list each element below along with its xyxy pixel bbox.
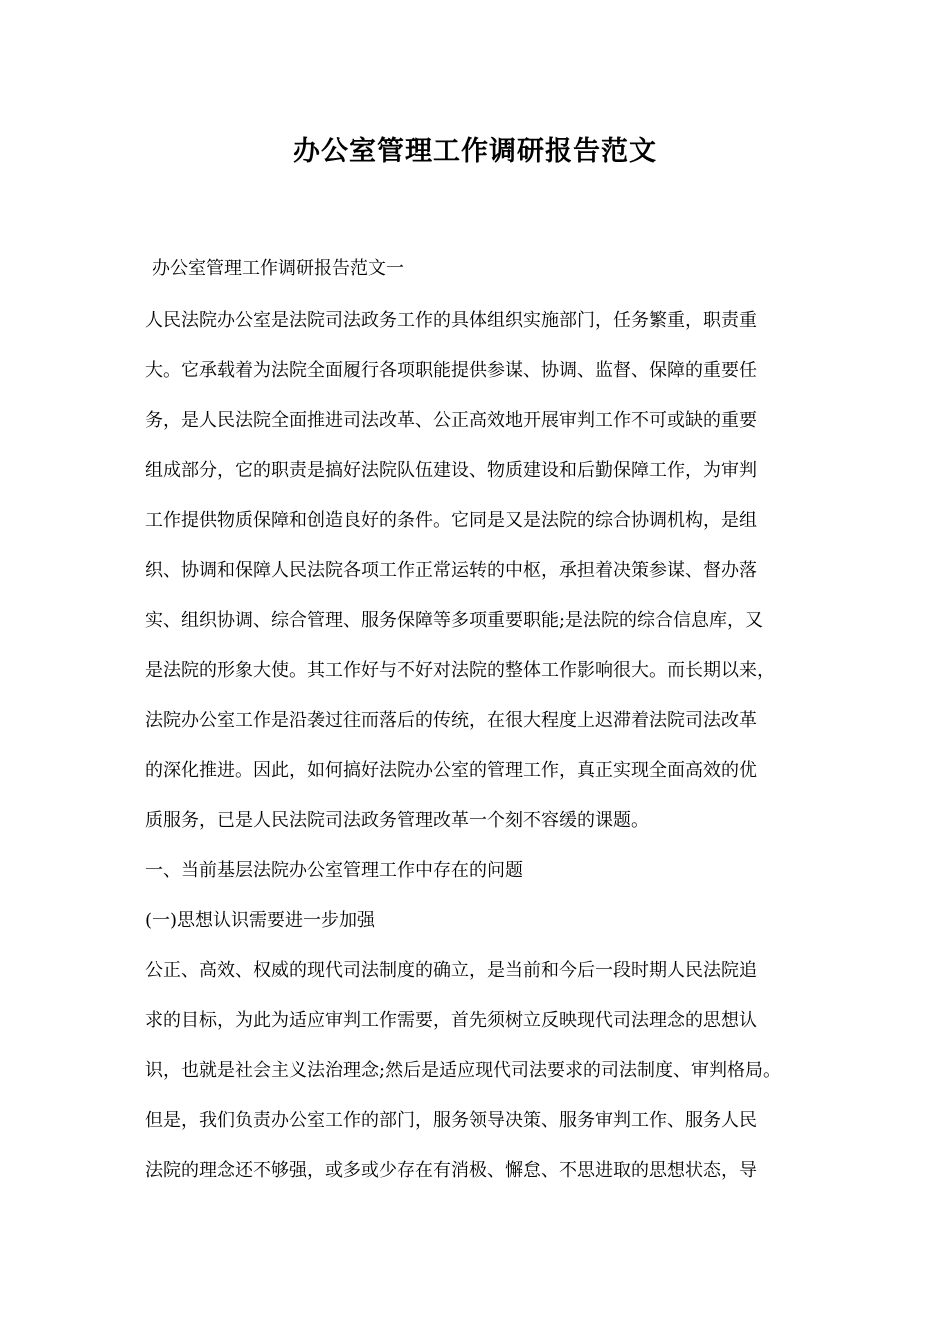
text-line: 的深化推进。因此，如何搞好法院办公室的管理工作，真正实现全面高效的优: [145, 760, 757, 781]
text-line: 求的目标，为此为适应审判工作需要，首先须树立反映现代司法理念的思想认: [145, 1010, 757, 1031]
text-line: 识，也就是社会主义法治理念;然后是适应现代司法要求的司法制度、审判格局。: [145, 1060, 782, 1081]
text-line: 是法院的形象大使。其工作好与不好对法院的整体工作影响很大。而长期以来，: [145, 660, 775, 681]
text-line: 组成部分，它的职责是搞好法院队伍建设、物质建设和后勤保障工作，为审判: [145, 460, 757, 481]
text-line: 实、组织协调、综合管理、服务保障等多项重要职能;是法院的综合信息库，又: [145, 610, 764, 631]
text-line: 但是，我们负责办公室工作的部门，服务领导决策、服务审判工作、服务人民: [145, 1110, 757, 1131]
text-line: 公正、高效、权威的现代司法制度的确立，是当前和今后一段时期人民法院追: [145, 960, 757, 981]
subsection-heading: (一)思想认识需要进一步加强: [145, 910, 376, 931]
section-subtitle: 办公室管理工作调研报告范文一: [152, 258, 404, 279]
text-line: 工作提供物质保障和创造良好的条件。它同是又是法院的综合协调机构，是组: [145, 510, 757, 531]
text-line: 质服务，已是人民法院司法政务管理改革一个刻不容缓的课题。: [145, 810, 649, 831]
text-line: 织、协调和保障人民法院各项工作正常运转的中枢，承担着决策参谋、督办落: [145, 560, 757, 581]
text-line: 人民法院办公室是法院司法政务工作的具体组织实施部门，任务繁重，职责重: [145, 310, 757, 331]
text-line: 务，是人民法院全面推进司法改革、公正高效地开展审判工作不可或缺的重要: [145, 410, 757, 431]
document-title: 办公室管理工作调研报告范文: [293, 136, 657, 167]
text-line: 法院办公室工作是沿袭过往而落后的传统，在很大程度上迟滞着法院司法改革: [145, 710, 757, 731]
text-line: 大。它承载着为法院全面履行各项职能提供参谋、协调、监督、保障的重要任: [145, 360, 757, 381]
text-line: 法院的理念还不够强，或多或少存在有消极、懈怠、不思进取的思想状态，导: [145, 1160, 757, 1181]
section-heading: 一、当前基层法院办公室管理工作中存在的问题: [145, 860, 523, 881]
